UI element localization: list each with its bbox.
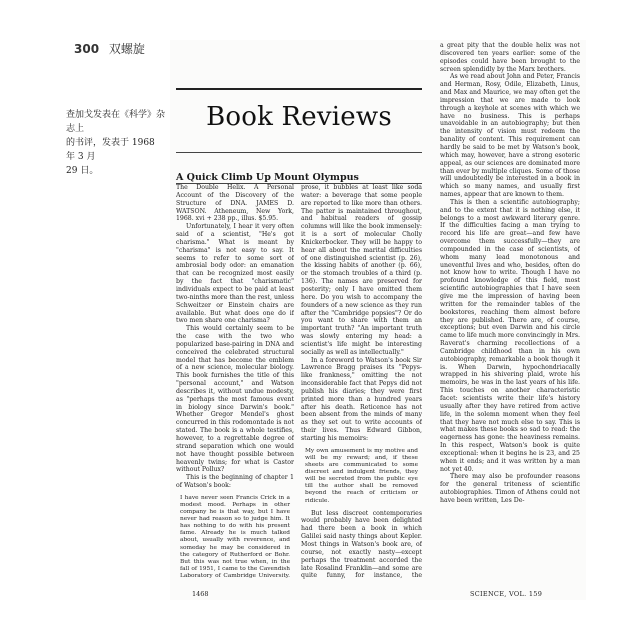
paragraph: As we read about John and Peter, Francis and Herman, Rosy, Odile, Elizabeth, Linus, and Max and Maurice, we may often get the impression that we are made to look through a keyhole at scenes with which we have no business. This is perhaps unavoidable in an autobiography; but then the intensity of vision must redeem the banality of content. This requirement can hardly be said to be met by Watson's book, which may, however, have a strong esoteric appeal, as our sciences are dominated more than ever by multiple cliques. Some of those will undoubtedly be interested in a book in which so many names, and usually first names, appear that are known to them. bbox=[440, 73, 580, 199]
paragraph: This is the beginning of chapter 1 of Watson's book: bbox=[176, 474, 294, 490]
paragraph: a great pity that the double helix was not discovered ten years earlier: some of the episodes could have been brought to the screen splendidly by the Marx brothers. bbox=[440, 42, 580, 73]
block-quote: I have never seen Francis Crick in a modest mood. Perhaps in other company he is that way, but I have never had reason so to judge him. It has nothing to do with his present fame. Already he is much talked about, usually with reverence, and someday he may be considered in the category of Rutherford or Bohr. But this was not true when, in the fall of 1951, I came to the Cavendish Laboratory of Cambridge University. bbox=[180, 494, 290, 579]
article-title: A Quick Climb Up Mount Olympus bbox=[176, 172, 359, 183]
side-note bbox=[66, 108, 166, 178]
journal-footer: SCIENCE, VOL. 159 bbox=[470, 590, 543, 598]
paragraph: The Double Helix. A Personal Account of the Discovery of the Structure of DNA. JAMES D. WATSON. Atheneum, New York, 1968. xvi + 238 pp., illus. $5.95. bbox=[176, 184, 294, 223]
section-title: Book Reviews bbox=[206, 102, 392, 132]
book-title: 双螺旋 bbox=[108, 42, 145, 56]
paragraph: Unfortunately, I hear it very often said of a scientist, "He's got charisma." What is meant by "charisma" is not easy to say. It seems to refer to some sort of ambrosial body odor: an emanation that can be recognized most easily by the fact that "charismatic" individuals expect to be paid at least two-ninths more than the rest, unless Schweitzer or Einstein chairs are available. But what does one do if two men share one charisma? bbox=[176, 223, 294, 325]
paragraph: In a foreword to Watson's book Sir Lawrence Bragg praises its "Pepys-like frankness," omitting the not inconsiderable fact that Pepys did not publish his diaries; they were first printed more than a hundred years after his death. Reticence has not been absent from the minds of many as they set out to write accounts of their lives. Thus Edward Gibbon, starting his memoirs: bbox=[301, 356, 422, 442]
scanned-review-page bbox=[170, 40, 586, 600]
side-note-line: 查加戈发表在《科学》杂志上 bbox=[66, 110, 166, 134]
page-footer-number: 1468 bbox=[192, 590, 209, 598]
block-quote: My own amusement is my motive and will be my reward; and, if these sheets are communicated to some discreet and indulgent friends, they will be secreted from the public eye till the author shall be removed beyond the reach of criticism or ridicule. bbox=[305, 447, 418, 504]
column-2 bbox=[301, 184, 422, 580]
top-bar bbox=[176, 88, 422, 90]
paragraph: But less discreet contemporaries would probably have been delighted had there been a book in which Galilei said nasty things about Kepler. Most things in Watson's book are, of course, not exactly nasty—except perhaps the treatment accorded the late Rosalind Franklin—and some are quite funny, for instance, the bbox=[301, 509, 422, 580]
page-number: 300 bbox=[74, 42, 100, 56]
side-note-line: 29 日。 bbox=[66, 166, 99, 176]
page-header bbox=[74, 40, 145, 57]
column-3 bbox=[440, 42, 580, 580]
paragraph: This is then a scientific autobiography; and to the extent that it is nothing else, it belongs to a most awkward literary genre. If the difficulties facing a man trying to record his life are great—and few have overcome them successfully—they are compounded in the case of scientists, of whom many lead monotonous and uneventful lives and who, besides, often do not know how to write. Though I have no profound knowledge of this field, most scientific autobiographies that I have seen give me the impression of having been written for the remainder tables of the bookstores, reaching them almost before they are published. There are, of course, exceptions; but even Darwin and his circle came to life much more convincingly in Mrs. Raverat's charming recollections of a Cambridge childhood than in his own autobiography, remarkable a book though it is. When Darwin, hypochondriacally wrapped in his shivering plaid, wrote his memoirs, he was in the last years of his life. This touches on another characteristic facet: scientists write their life's history usually after they have retired from active life, in the solemn moment when they feel that they have not much else to say. This is what makes these books so sad to read: the eagerness has gone: the heaviness remains. In this respect, Watson's book is quite exceptional: when it begins he is 23, and 25 when it ends; and it was written by a man not yet 40. bbox=[440, 198, 580, 473]
paragraph: There may also be profounder reasons for the general triteness of scientific autobiographies. Timon of Athens could not have been written, Les De- bbox=[440, 473, 580, 504]
column-1 bbox=[176, 184, 294, 580]
paragraph: This would certainly seem to be the case with the two who popularized base-pairing in DNA and conceived the celebrated structural model that has become the emblem of a new science, molecular biology. This book furnishes the title of this "personal account," and Watson describes it, without undue modesty, as "perhaps the most famous event in biology since Darwin's book." Whether Gregor Mendel's ghost concurred in this rodomontade is not stated. The book is a whole testifies, however, to a regrettable degree of strand separation which one would not have thought possible between heavenly twins; for what is Castor without Pollux? bbox=[176, 325, 294, 474]
paragraph: prose, it bubbles at least like soda water: a beverage that some people are reported to like more than others. The patter is maintained throughout, and habitual readers of gossip columns will like the book immensely: it is a sort of molecular Cholly Knickerbocker. They will be happy to hear all about the marital difficulties of one distinguished scientist (p. 26), the kissing habits of another (p. 66), or the stomach troubles of a third (p. 136). The names are preserved for posterity; only I have omitted them here. Do you wish to accompany the founders of a new science as they run after the "Cambridge popsies"? Or do you want to share with them an important truth? "An important truth was slowly entering my head: a scientist's life might be interesting socially as well as intellectually." bbox=[301, 184, 422, 356]
side-note-line: 的书评，发表于 1968 年 3 月 bbox=[66, 138, 155, 162]
title-rule bbox=[176, 152, 422, 153]
